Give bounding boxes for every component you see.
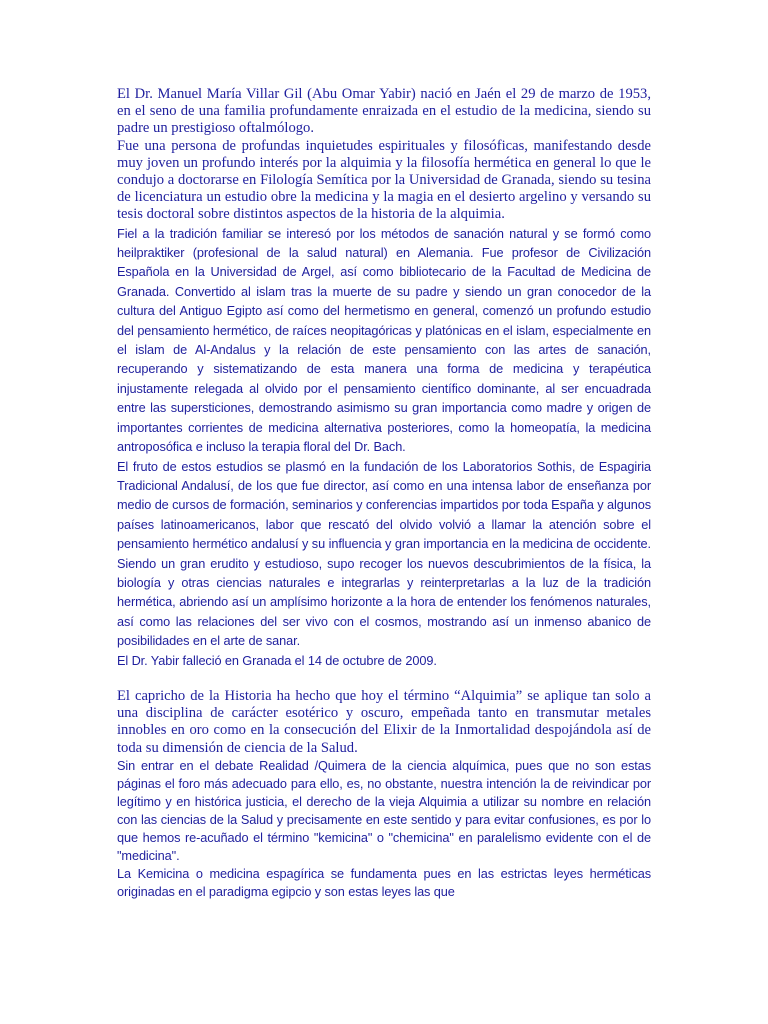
- paragraph-alchemy-history: El capricho de la Historia ha hecho que hoy el término “Alquimia” se aplique tan solo a una disciplina de carácter esotérico y oscuro, empeñada tanto en transmutar metales innobles en oro como en la consecución del Elixir de la Inmortalidad despojándola así de toda su dimensión de ciencia de la Salud.: [117, 687, 651, 756]
- document-page: [117, 86, 651, 901]
- paragraph-biography-intro: El Dr. Manuel María Villar Gil (Abu Omar Yabir) nació en Jaén el 29 de marzo de 1953, en el seno de una familia profundamente enraizada en el estudio de la medicina, siendo su padre un prestigioso oftalmólogo.: [117, 86, 651, 137]
- paragraph-natural-healing: Fiel a la tradición familiar se interesó por los métodos de sanación natural y se formó como heilpraktiker (profesional de la salud natural) en Alemania. Fue profesor de Civilización Española en la Universidad de Argel, así como bibliotecario de la Facultad de Medicina de Granada. Convertido al islam tras la muerte de su padre y siendo un gran conocedor de la cultura del Antiguo Egipto así como del hermetismo en general, comenzó un profundo estudio del pensamiento hermético, de raíces neopitagóricas y platónicas en el islam, especialmente en el islam de Al-Andalus y la relación de este pensamiento con las artes de sanación, recuperando y sistematizando de esta manera una forma de medicina y terapéutica injustamente relegada al olvido por el pensamiento científico dominante, al ser encuadrada entre las supersticiones, demostrando asimismo su gran importancia como madre y origen de importantes corrientes de medicina alternativa posteriores, como la homeopatía, la medicina antroposófica e incluso la terapia floral del Dr. Bach.: [117, 225, 651, 455]
- paragraph-death-date: El Dr. Yabir falleció en Granada el 14 de octubre de 2009.: [117, 652, 437, 668]
- paragraph-spacer: [117, 670, 651, 688]
- paragraph-kemicina-term: Sin entrar en el debate Realidad /Quimera de la ciencia alquímica, pues que no son estas páginas el foro más adecuado para ello, es, no obstante, nuestra intención la de reivindicar por legítimo y en histórica justicia, el derecho de la vieja Alquimia a utilizar su nombre en relación con las ciencias de la Salud y precisamente en este sentido y para evitar confusiones, es por lo que hemos re-acuñado el término "kemicina" o "chemicina" en paralelismo evidente con el de "medicina".: [117, 757, 651, 863]
- paragraph-kemicina-definition: La Kemicina o medicina espagírica se fundamenta pues en las estrictas leyes herméticas originadas en el paradigma egipcio y son estas leyes las que: [117, 865, 651, 899]
- paragraph-sothis-laboratories: El fruto de estos estudios se plasmó en la fundación de los Laboratorios Sothis, de Espagiria Tradicional Andalusí, de los que fue director, así como en una intensa labor de enseñanza por medio de cursos de formación, seminarios y conferencias impartidos por toda España y algunos países latinoamericanos, labor que rescató del olvido volvió a llamar la atención sobre el pensamiento hermético andalusí y su influencia y gran importancia en la medicina de occidente. Siendo un gran erudito y estudioso, supo recoger los nuevos descubrimientos de la física, la biología y otras ciencias naturales e integrarlas y reinterpretarlas a la luz de la tradición hermética, abriendo así un amplísimo horizonte a la hora de entender los fenómenos naturales, así como las relaciones del ser vivo con el cosmos, mostrando así un inmenso abanico de posibilidades en el arte de sanar.: [117, 458, 651, 649]
- paragraph-spiritual-interests: Fue una persona de profundas inquietudes espirituales y filosóficas, manifestando desde muy joven un profundo interés por la alquimia y la filosofía hermética en general lo que le condujo a doctorarse en Filología Semítica por la Universidad de Granada, siendo su tesina de licenciatura un estudio obre la medicina y la magia en el desierto argelino y versando su tesis doctoral sobre distintos aspectos de la historia de la alquimia.: [117, 137, 651, 223]
